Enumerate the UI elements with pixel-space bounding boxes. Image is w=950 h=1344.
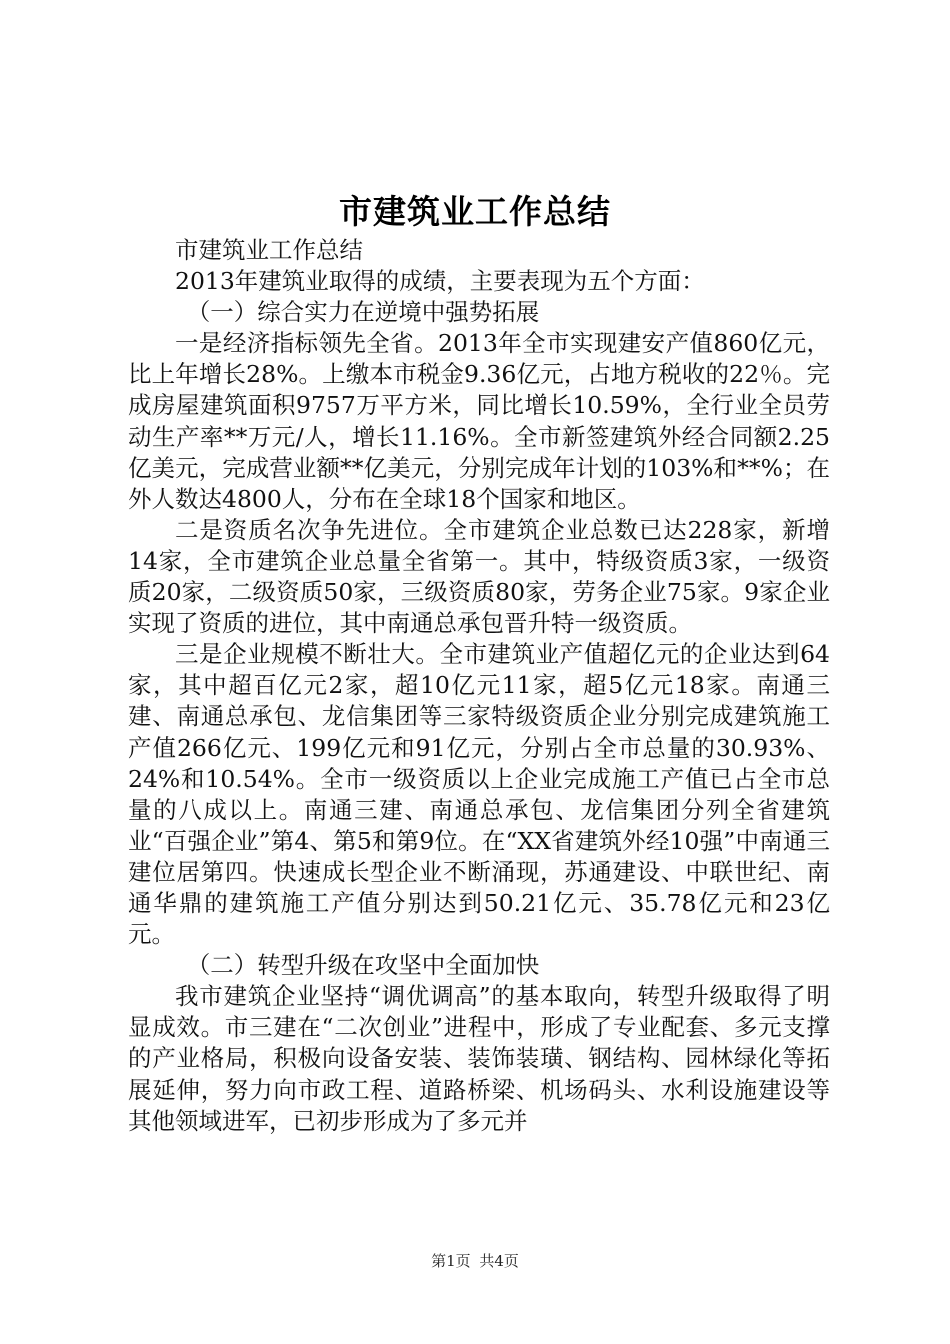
page-footer: [0, 1250, 950, 1271]
paragraph-heading-repeat: 市建筑业工作总结: [175, 236, 363, 264]
section-heading-1: （一）综合实力在逆境中强势拓展: [186, 298, 540, 327]
paragraph-economic-indicators: 一是经济指标领先全省。2013年全市实现建安产值860亿元，比上年增长28%。上缴本市税金9.36亿元，占地方税收的22％。完成房屋建筑面积9757万平方米，同比增长10.59%，全行业全员劳动生产率**万元/人，增长11.16%。全市新签建筑外经合同额2.25亿美元，完成营业额**亿美元，分别完成年计划的103%和**%；在外人数达4800人，分布在全球18个国家和地区。: [128, 329, 830, 513]
paragraph-enterprise-scale: 三是企业规模不断壮大。全市建筑业产值超亿元的企业达到64家，其中超百亿元2家，超10亿元11家，超5亿元18家。南通三建、南通总承包、龙信集团等三家特级资质企业分别完成建筑施工产值266亿元、199亿元和91亿元，分别占全市总量的30.93%、24%和10.54%。全市一级资质以上企业完成施工产值已占全市总量的八成以上。南通三建、南通总承包、龙信集团分列全省建筑业“百强企业”第4、第5和第9位。在“XX省建筑外经10强”中南通三建位居第四。快速成长型企业不断涌现，苏通建设、中联世纪、南通华鼎的建筑施工产值分别达到50.21亿元、35.78亿元和23亿元。: [128, 640, 830, 949]
paragraph-intro: 2013年建筑业取得的成绩，主要表现为五个方面：: [175, 267, 705, 296]
section-heading-2: （二）转型升级在攻坚中全面加快: [186, 951, 540, 980]
paragraph-qualification: 二是资质名次争先进位。全市建筑企业总数已达228家，新增14家，全市建筑企业总量全省第一。其中，特级资质3家，一级资质20家，二级资质50家，三级资质80家，劳务企业75家。9家企业实现了资质的进位，其中南通总承包晋升特一级资质。: [128, 515, 830, 638]
document-body: [128, 235, 830, 1137]
paragraph-transformation: 我市建筑企业坚持“调优调高”的基本取向，转型升级取得了明显成效。市三建在“二次创业”进程中，形成了专业配套、多元支撑的产业格局，积极向设备安装、装饰装璜、钢结构、园林绿化等拓展延伸，努力向市政工程、道路桥梁、机场码头、水利设施建设等其他领域进军，已初步形成为了多元并: [128, 982, 830, 1135]
page-total: 共4页: [479, 1252, 519, 1270]
document-title: 市建筑业工作总结: [339, 192, 611, 231]
page-number: 第1页: [431, 1252, 471, 1270]
